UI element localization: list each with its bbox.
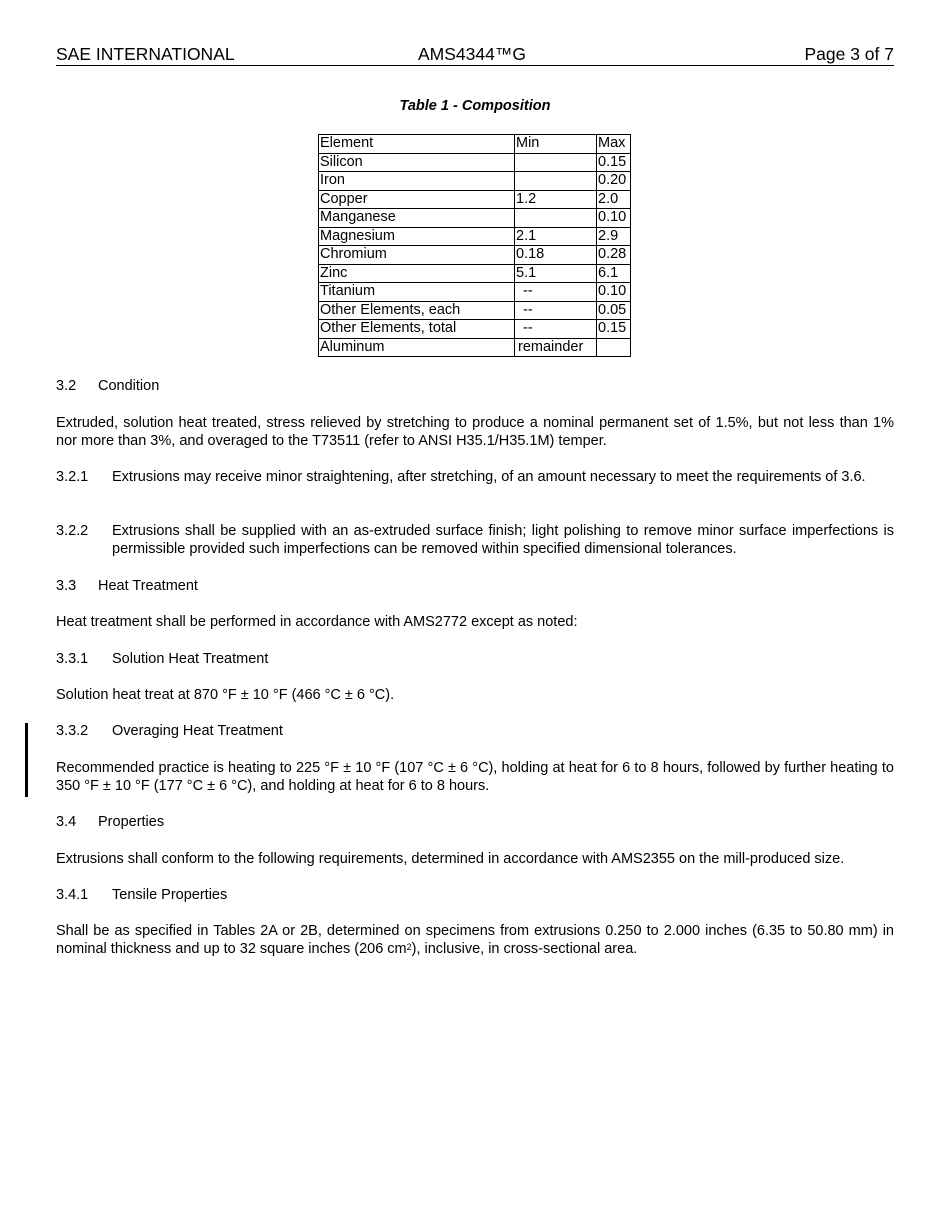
column-header-element: Element [319,135,515,154]
cell-max: 0.15 [597,320,631,339]
section-title: Condition [98,378,160,394]
cell-max: 0.20 [597,172,631,191]
body-text: Shall be as specified in Tables 2A or 2B, determined on specimens from extrusions 0.250 to 2.000 inches (6.35 to 50.80 mm) in nominal thickness and up to 32 square inches (206 cm [56,923,894,957]
section-body: Extrusions may receive minor straightening, after stretching, of an amount necessary to meet the requirements of 3.6. [112,469,866,485]
section-number: 3.2.1 [56,469,89,485]
table-row [319,338,631,357]
cell-max: 0.10 [597,283,631,302]
column-header-max: Max [597,135,631,154]
table-row [319,227,631,246]
section-number: 3.4 [56,814,77,830]
cell-element: Manganese [319,209,515,228]
page-header [56,44,894,66]
table-row [319,190,631,209]
section-3-3-1-heading [56,650,894,668]
cell-max: 2.0 [597,190,631,209]
section-number: 3.2.2 [56,523,89,539]
cell-min: 5.1 [515,264,597,283]
section-number: 3.2 [56,378,77,394]
cell-min: 0.18 [515,246,597,265]
cell-min: remainder [515,338,597,357]
cell-max: 0.15 [597,153,631,172]
section-3-2-body: Extruded, solution heat treated, stress relieved by stretching to produce a nominal permanent set of 1.5%, but not less than 1% nor more than 3%, and overaged to the T73511 (refer to ANSI H35.1/H35.1M) temper. [56,415,894,449]
cell-max: 2.9 [597,227,631,246]
section-3-3-heading [56,577,894,595]
table-row [319,264,631,283]
cell-element: Chromium [319,246,515,265]
section-number: 3.3 [56,578,77,594]
section-3-2-1 [56,468,894,486]
composition-table [318,134,631,357]
section-3-4-1-body [56,922,894,958]
section-number: 3.3.1 [56,651,89,667]
section-3-4-1-heading [56,886,894,904]
section-3-3-2-body: Recommended practice is heating to 225 °F ± 10 °F (107 °C ± 6 °C), holding at heat for 6 to 8 hours, followed by further heating to 350 °F ± 10 °F (177 °C ± 6 °C), and holding at heat for 6 to 8 hours. [56,760,894,794]
cell-max [597,338,631,357]
superscript: 2 [406,942,412,952]
cell-min: 1.2 [515,190,597,209]
table-row [319,301,631,320]
cell-max: 6.1 [597,264,631,283]
table-header-row [319,135,631,154]
cell-max: 0.05 [597,301,631,320]
table-row [319,320,631,339]
cell-min [515,172,597,191]
section-title: Tensile Properties [112,887,228,903]
cell-element: Magnesium [319,227,515,246]
section-3-3-1-body: Solution heat treat at 870 °F ± 10 °F (466 °C ± 6 °C). [56,687,395,703]
cell-element: Copper [319,190,515,209]
section-title: Overaging Heat Treatment [112,723,283,739]
cell-element: Silicon [319,153,515,172]
table-row [319,246,631,265]
section-3-4-heading [56,813,894,831]
section-body: Extrusions shall be supplied with an as-extruded surface finish; light polishing to remove minor surface imperfections is permissible provided such imperfections can be removed within specified dimensional tolerances. [112,523,894,557]
column-header-min: Min [515,135,597,154]
cell-max: 0.10 [597,209,631,228]
header-page-number: Page 3 of 7 [804,44,894,64]
section-number: 3.3.2 [56,723,89,739]
body-text: ), inclusive, in cross-sectional area. [411,941,638,957]
section-3-2-heading [56,377,894,395]
cell-min: -- [515,301,597,320]
cell-min [515,209,597,228]
cell-max: 0.28 [597,246,631,265]
header-doc-id: AMS4344™G [418,44,526,64]
table-row [319,172,631,191]
table-row [319,153,631,172]
cell-element: Titanium [319,283,515,302]
cell-element: Aluminum [319,338,515,357]
section-3-2-2 [56,522,894,558]
revision-change-bar [25,723,28,797]
cell-element: Other Elements, total [319,320,515,339]
cell-min: -- [515,283,597,302]
section-title: Properties [98,814,165,830]
section-number: 3.4.1 [56,887,89,903]
cell-min [515,153,597,172]
cell-min: -- [515,320,597,339]
cell-min: 2.1 [515,227,597,246]
section-3-3-2-heading [56,722,894,740]
section-3-3-body: Heat treatment shall be performed in accordance with AMS2772 except as noted: [56,614,578,630]
cell-element: Zinc [319,264,515,283]
table-row [319,283,631,302]
cell-element: Iron [319,172,515,191]
cell-element: Other Elements, each [319,301,515,320]
table-1-caption: Table 1 - Composition [399,98,551,114]
section-title: Heat Treatment [98,578,198,594]
table-row [319,209,631,228]
header-org: SAE INTERNATIONAL [56,44,235,64]
section-title: Solution Heat Treatment [112,651,269,667]
section-3-4-body: Extrusions shall conform to the following requirements, determined in accordance with AMS2355 on the mill-produced size. [56,851,845,867]
